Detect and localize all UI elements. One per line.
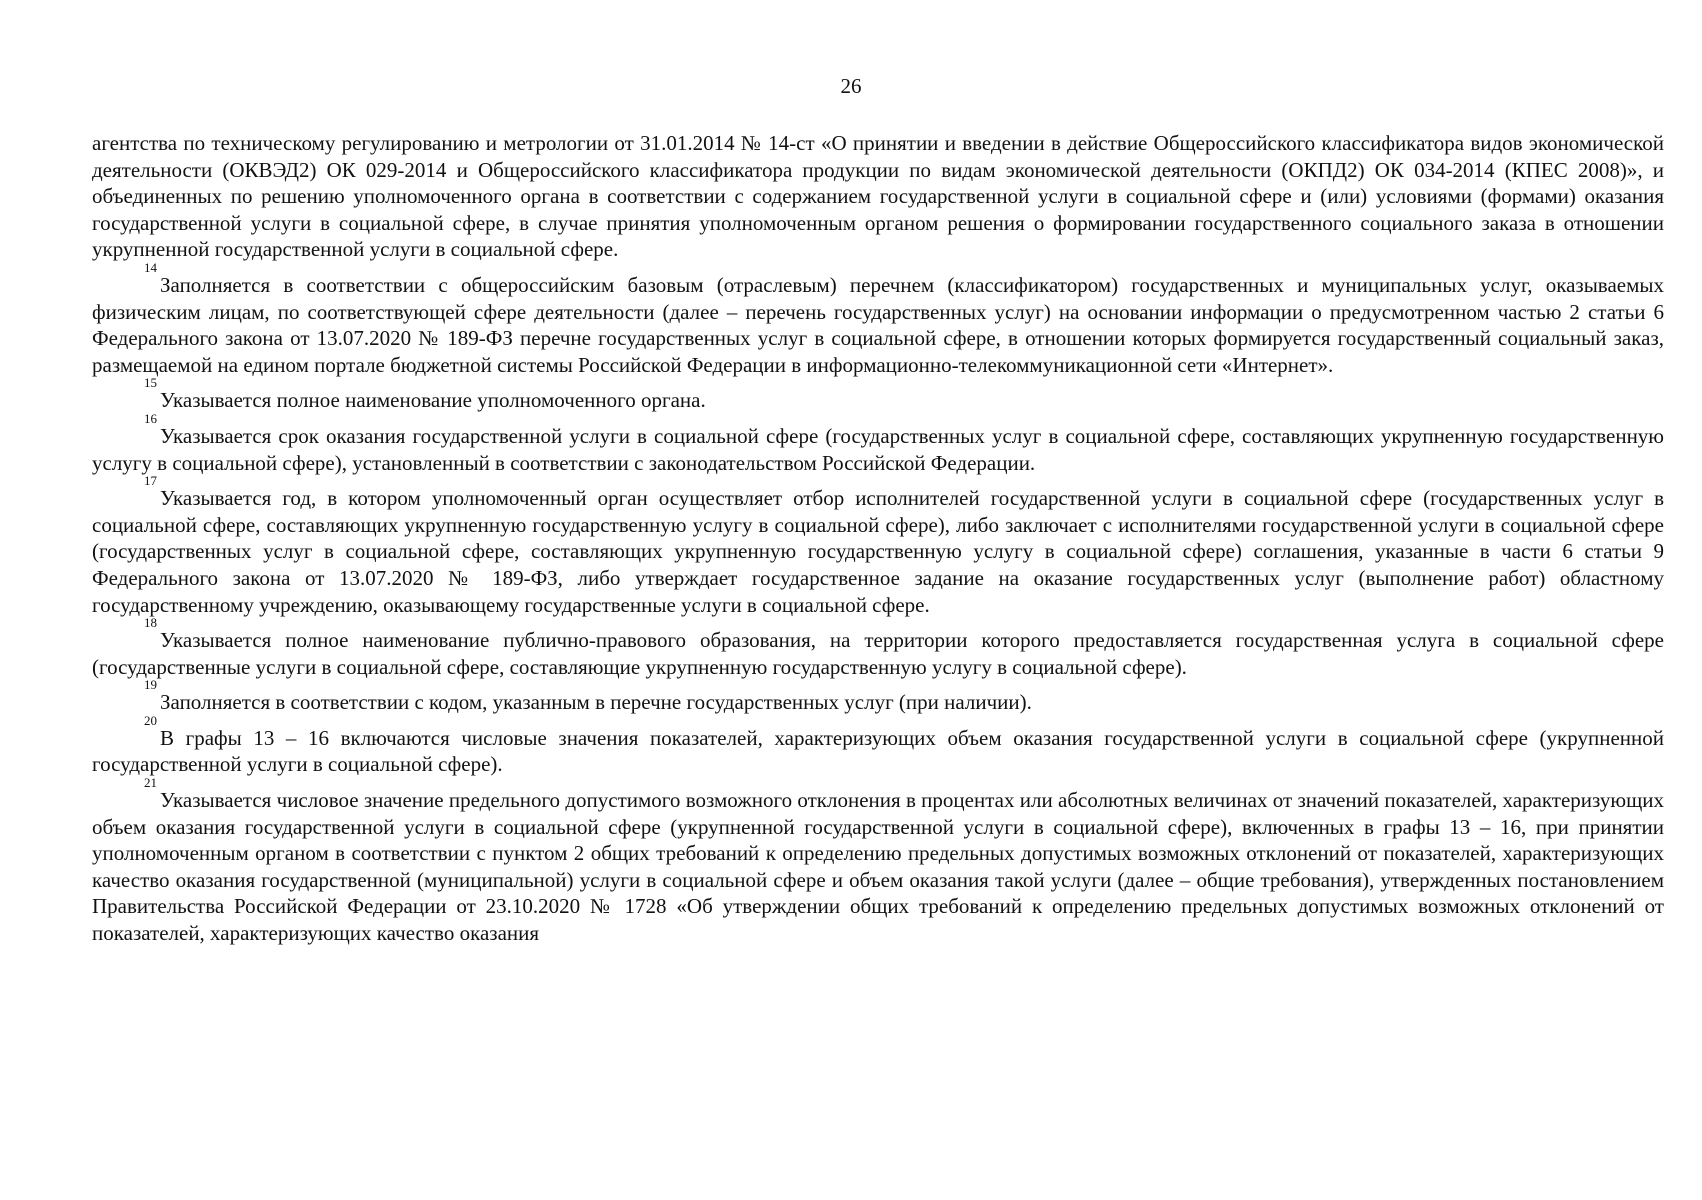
footnote-continuation xyxy=(92,130,1664,263)
footnote-text: Указывается числовое значение предельного допустимого возможного отклонения в процентах или абсолютных величинах от значений показателей, характеризующих объем оказания государственной услуги в социальной сфере (укрупненной государственной услуги в социальной сфере), включенных в графы 13 – 16, при принятии уполномоченным органом в соответствии с пунктом 2 общих требований к определению предельных допустимых возможных отклонений от показателей, характеризующих качество оказания государственной (муниципальной) услуги в социальной сфере и объем оказания такой услуги (далее – общие требования), утвержденных постановлением Правительства Российской Федерации от 23.10.2020 № 1728 «Об утверждении общих требований к определению предельных допустимых возможных отклонений от показателей, характеризующих качество оказания xyxy=(92,788,1664,946)
footnote-number: 20 xyxy=(144,712,157,728)
footnote-text: Указывается год, в котором уполномоченный орган осуществляет отбор исполнителей государственной услуги в социальной сфере (государственных услуг в социальной сфере, составляющих укрупненную государственную услугу в социальной сфере), либо заключает с исполнителями государственной услуги в социальной сфере (государственных услуг в социальной сфере, составляющих укрупненную государственную услугу в социальной сфере) соглашения, указанные в части 6 статьи 9 Федерального закона от 13.07.2020 № 189-ФЗ, либо утверждает государственное задание на оказание государственных услуг (выполнение работ) областному государственному учреждению, оказывающему государственные услуги в социальной сфере. xyxy=(92,486,1664,617)
page-number: 26 xyxy=(840,74,862,98)
footnote-number: 21 xyxy=(144,775,157,791)
footnote-number: 16 xyxy=(144,410,157,426)
footnote-14 xyxy=(92,259,1664,378)
footnote-21 xyxy=(92,775,1664,947)
footnotes-list xyxy=(92,130,1664,956)
footnote-17 xyxy=(92,473,1664,618)
footnote-text: агентства по техническому регулированию и метрологии от 31.01.2014 № 14-ст «О принятии и введении в действие Общероссийского классификатора видов экономической деятельности (ОКВЭД2) ОК 029-2014 и Общероссийского классификатора продукции по видам экономической деятельности (ОКПД2) ОК 034-2014 (КПЕС 2008)», и объединенных по решению уполномоченного органа в соответствии с содержанием государственной услуги в социальной сфере и (или) условиями (формами) оказания государственной услуги в социальной сфере, в случае принятия уполномоченным органом решения о формировании государственного социального заказа в отношении укрупненной государственной услуги в социальной сфере. xyxy=(92,131,1664,262)
footnote-text: Указывается полное наименование публично-правового образования, на территории которого предоставляется государственная услуга в социальной сфере (государственные услуги в социальной сфере, составляющие укрупненную государственную услугу в социальной сфере). xyxy=(92,628,1664,679)
footnote-number: 15 xyxy=(144,375,157,391)
footnote-text: Указывается полное наименование уполномоченного органа. xyxy=(160,388,706,413)
footnote-15 xyxy=(92,375,1664,414)
footnote-number: 19 xyxy=(144,677,157,693)
footnote-18 xyxy=(92,615,1664,680)
footnote-number: 14 xyxy=(144,259,157,275)
footnote-number: 17 xyxy=(144,473,157,489)
footnote-19 xyxy=(92,677,1664,716)
footnote-text: Заполняется в соответствии с общероссийским базовым (отраслевым) перечнем (классификатором) государственных и муниципальных услуг, оказываемых физическим лицам, по соответствующей сфере деятельности (далее – перечень государственных услуг) на основании информации о предусмотренном частью 2 статьи 6 Федерального закона от 13.07.2020 № 189-ФЗ перечне государственных услуг в социальной сфере, в отношении которых формируется государственный социальный заказ, размещаемой на едином портале бюджетной системы Российской Федерации в информационно-телекоммуникационной сети «Интернет». xyxy=(92,272,1664,377)
footnote-text: Указывается срок оказания государственной услуги в социальной сфере (государственных услуг в социальной сфере, составляющих укрупненную государственную услугу в социальной сфере), установленный в соответствии с законодательством Российской Федерации. xyxy=(92,423,1664,475)
footnote-text: Заполняется в соответствии с кодом, указанным в перечне государственных услуг (при наличии). xyxy=(160,690,1032,715)
footnote-number: 18 xyxy=(144,615,157,631)
footnote-text: В графы 13 – 16 включаются числовые значения показателей, характеризующих объем оказания государственной услуги в социальной сфере (укрупненной государственной услуги в социальной сфере). xyxy=(92,725,1664,777)
footnote-20 xyxy=(92,712,1664,778)
footnote-16 xyxy=(92,410,1664,476)
